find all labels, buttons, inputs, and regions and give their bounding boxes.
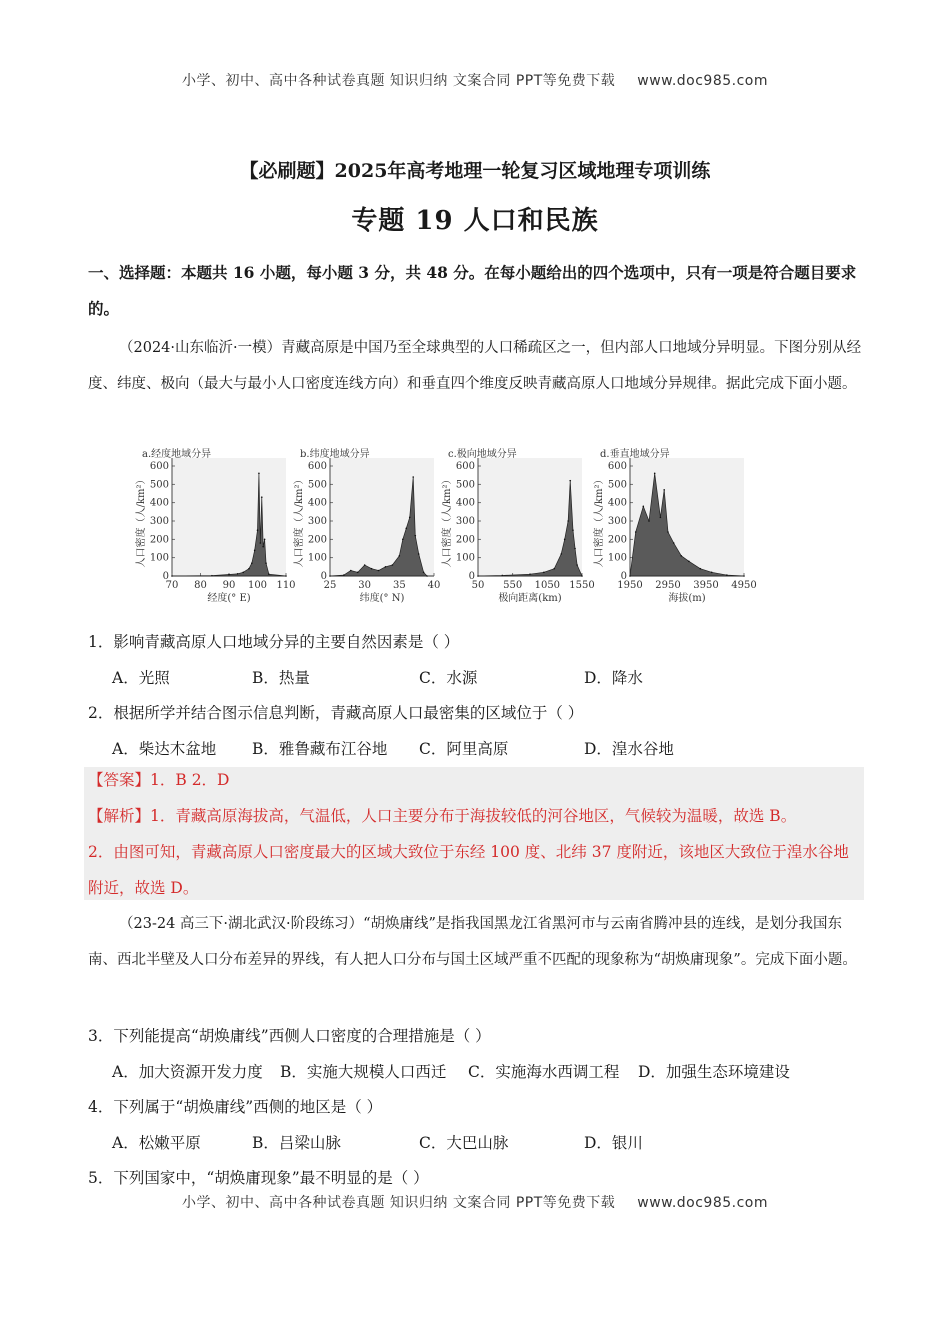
data-point [248,568,250,570]
data-point [350,570,352,572]
data-point [211,575,213,577]
y-tick-label: 300 [607,516,627,527]
chart-c [440,446,595,604]
y-tick-label: 300 [455,516,475,527]
page-footer [0,1192,950,1212]
material-intro-1: （2024·山东临沂·一模）青藏高原是中国乃至全球典型的人口稀疏区之一，但内部人口地域分异明显。下图分别从经度、纬度、极向（最大与最小人口密度连线方向）和垂直四个维度反映青藏高原人口地域分异规律。据此完成下面小题。 [88,340,862,392]
data-point [688,561,690,563]
data-point [553,568,555,570]
y-tick-label: 300 [149,516,169,527]
q1-option-d[interactable]: D．降水 [584,669,643,687]
x-tick-label: 110 [276,580,296,591]
x-tick-label: 1550 [569,580,595,591]
y-tick-label: 400 [607,497,627,509]
data-point [268,573,270,575]
x-tick-label: 550 [503,580,523,591]
data-point [258,473,260,475]
data-point [643,506,645,508]
y-tick-label: 400 [307,497,327,509]
analysis-2: 2．由图可知，青藏高原人口密度最大的区域大致位于东经 100 度、北纬 37 度附近，该地区大致位于湟水谷地附近，故选 D。 [88,843,849,897]
data-point [743,575,745,577]
material-intro-2: （23-24 高三下·湖北武汉·阶段练习）“胡焕庸线”是指我国黑龙江省黑河市与云南省腾冲县的连线，是划分我国东南、西北半壁及人口分布差异的界线，有人把人口分布与国土区域严重不匹配的现象称为“胡焕庸现象”。完成下面小题。 [88,916,857,968]
data-point [629,575,631,577]
chart-title: a.经度地域分异 [142,449,212,460]
data-point [648,520,650,522]
data-point [560,553,562,555]
data-point [254,550,256,552]
data-point [581,575,583,577]
data-point [242,572,244,574]
q2-option-d[interactable]: D．湟水谷地 [584,740,674,758]
data-point [635,531,637,533]
y-axis-label: 人口密度（人/km²） [594,474,605,568]
data-point [681,555,683,557]
y-tick-label: 500 [607,479,627,491]
x-tick-label: 1050 [534,580,561,591]
data-point [251,562,253,564]
data-point [392,564,394,566]
y-tick-label: 600 [455,461,475,472]
data-point [378,570,380,572]
y-tick-label: 300 [307,516,327,527]
x-tick-label: 100 [247,580,268,591]
y-tick-label: 200 [455,534,475,546]
y-tick-label: 600 [607,461,627,472]
question-4-stem: 4．下列属于“胡焕庸线”西侧的地区是（ ） [88,1098,383,1116]
x-tick-label: 3950 [693,580,719,591]
data-point [260,542,262,544]
analysis-label: 【解析】 [88,807,151,825]
data-point [564,539,566,541]
data-point [265,562,267,564]
y-tick-label: 500 [149,479,169,491]
q4-option-c[interactable]: C．大巴山脉 [419,1134,509,1152]
answer-label: 【答案】 [88,771,151,789]
x-tick-label: 70 [165,580,179,591]
data-point [529,573,531,575]
question-5-stem: 5．下列国家中，“胡焕庸现象”最不明显的是（ ） [88,1169,429,1187]
data-point [412,476,414,478]
chart-panel-a [134,446,294,604]
q2-option-b[interactable]: B．雅鲁藏布江谷地 [252,740,388,758]
data-point [423,572,425,574]
data-point [572,529,574,531]
data-point [726,574,728,576]
data-point [285,575,287,577]
data-point [228,574,230,576]
data-point [567,520,569,522]
chart-title: d.垂直地域分异 [600,449,670,460]
x-axis-label: 海拔(m) [668,593,706,604]
y-tick-label: 0 [162,571,169,582]
q4-option-a[interactable]: A．松嫩平原 [112,1134,201,1152]
y-tick-label: 100 [307,552,327,564]
data-point [700,568,702,570]
data-point [418,553,420,555]
data-point [385,566,387,568]
data-point [477,575,479,577]
analysis-1: 1．青藏高原海拔高，气温低，人口主要分布于海拔较低的河谷地区，气候较为温暖，故选 B。 [150,807,797,825]
section-heading: 一、选择题：本题共 16 小题，每小题 3 分，共 48 分。在每小题给出的四个选项中，只有一项是符合题目要求的。 [88,263,857,318]
question-1-stem: 1．影响青藏高原人口地域分异的主要自然因素是（ ） [88,633,460,651]
q3-option-c[interactable]: C．实施海水西调工程 [468,1063,620,1081]
data-point [673,542,675,544]
data-point [667,531,669,533]
q4-option-d[interactable]: D．银川 [584,1134,643,1152]
data-point [371,568,373,570]
header-text: 小学、初中、高中各种试卷真题 知识归纳 文案合同 PPT等免费下载 [181,73,616,89]
data-point [663,489,665,491]
data-point [414,535,416,537]
y-tick-label: 0 [468,571,475,582]
data-point [264,539,266,541]
chart-a [134,446,294,604]
data-point [402,539,404,541]
chart-panel-c [440,446,595,604]
y-tick-label: 400 [455,497,475,509]
data-point [364,564,366,566]
analysis-line-1 [88,798,863,834]
x-tick-label: 30 [358,580,372,591]
x-tick-label: 50 [471,580,485,591]
header-url[interactable]: www.doc985.com [637,73,769,89]
question-3-stem: 3．下列能提高“胡焕庸线”西侧人口密度的合理措施是（ ） [88,1027,491,1045]
data-point [409,517,411,519]
x-tick-label: 2950 [655,580,681,591]
data-point [426,575,428,577]
q1-option-a[interactable]: A．光照 [112,669,170,687]
x-tick-label: 4950 [731,580,757,591]
footer-text: 小学、初中、高中各种试卷真题 知识归纳 文案合同 PPT等免费下载 [181,1195,616,1211]
y-tick-label: 500 [455,479,475,491]
x-tick-label: 1950 [617,580,643,591]
chart-plot-area [172,458,286,576]
data-point [569,480,571,482]
chart-title: c.极向地域分异 [448,449,517,460]
data-point [343,574,345,576]
x-tick-label: 25 [323,580,337,591]
data-point [357,572,359,574]
y-tick-label: 500 [307,479,327,491]
answer-text: 1．B 2．D [150,771,230,789]
x-tick-label: 35 [392,580,406,591]
data-point [574,548,576,550]
data-point [329,575,331,577]
y-axis-label: 人口密度（人/km²） [136,474,147,568]
data-point [501,575,503,577]
chart-panel-d [592,446,757,604]
data-point [399,555,401,557]
y-axis-label: 人口密度（人/km²） [442,474,453,568]
q3-option-b[interactable]: B．实施大规模人口西迁 [280,1063,447,1081]
y-axis-label: 人口密度（人/km²） [294,474,305,568]
q3-option-a[interactable]: A．加大资源开发力度 [112,1063,263,1081]
q4-option-b[interactable]: B．吕梁山脉 [252,1134,341,1152]
chart-figure [134,446,824,604]
chart-b [292,446,442,604]
y-tick-label: 400 [149,497,169,509]
chart-panel-b [292,446,442,604]
y-tick-label: 0 [620,571,627,582]
y-tick-label: 0 [320,571,327,582]
y-tick-label: 200 [307,534,327,546]
data-point [711,572,713,574]
data-point [171,575,173,577]
question-2-stem: 2．根据所学并结合图示信息判断，青藏高原人口最密集的区域位于（ ） [88,704,584,722]
q2-option-c[interactable]: C．阿里高原 [419,740,509,758]
y-tick-label: 100 [149,552,169,564]
y-tick-label: 600 [149,461,169,472]
data-point [262,546,264,548]
data-point [405,528,407,530]
data-point [576,564,578,566]
page-header [0,70,950,90]
chart-title: b.纬度地域分异 [300,449,370,460]
chart-d [592,446,757,604]
x-tick-label: 80 [194,580,207,591]
data-point [261,496,263,498]
data-point [257,529,259,531]
q1-option-c[interactable]: C．水源 [419,669,478,687]
y-tick-label: 100 [455,552,475,564]
document-subtitle: 专题 19 人口和民族 [351,206,599,236]
q3-option-d[interactable]: D．加强生态环境建设 [638,1063,790,1081]
x-axis-label: 纬度(° N) [359,593,405,604]
x-tick-label: 40 [427,580,441,591]
x-tick-label: 90 [222,580,236,591]
x-axis-label: 经度(° E) [207,593,251,604]
answer-line [88,762,863,798]
y-tick-label: 100 [607,552,627,564]
document-title: 【必刷题】2025年高考地理一轮复习区域地理专项训练 [239,160,711,182]
data-point [654,473,656,475]
y-tick-label: 600 [307,461,327,472]
footer-url[interactable]: www.doc985.com [637,1195,769,1211]
y-tick-label: 200 [607,534,627,546]
data-point [543,572,545,574]
q2-option-a[interactable]: A．柴达木盆地 [112,740,217,758]
x-axis-label: 极向距离(km) [498,593,562,604]
q1-option-b[interactable]: B．热量 [252,669,310,687]
data-point [237,573,239,575]
data-point [660,517,662,519]
y-tick-label: 200 [149,534,169,546]
